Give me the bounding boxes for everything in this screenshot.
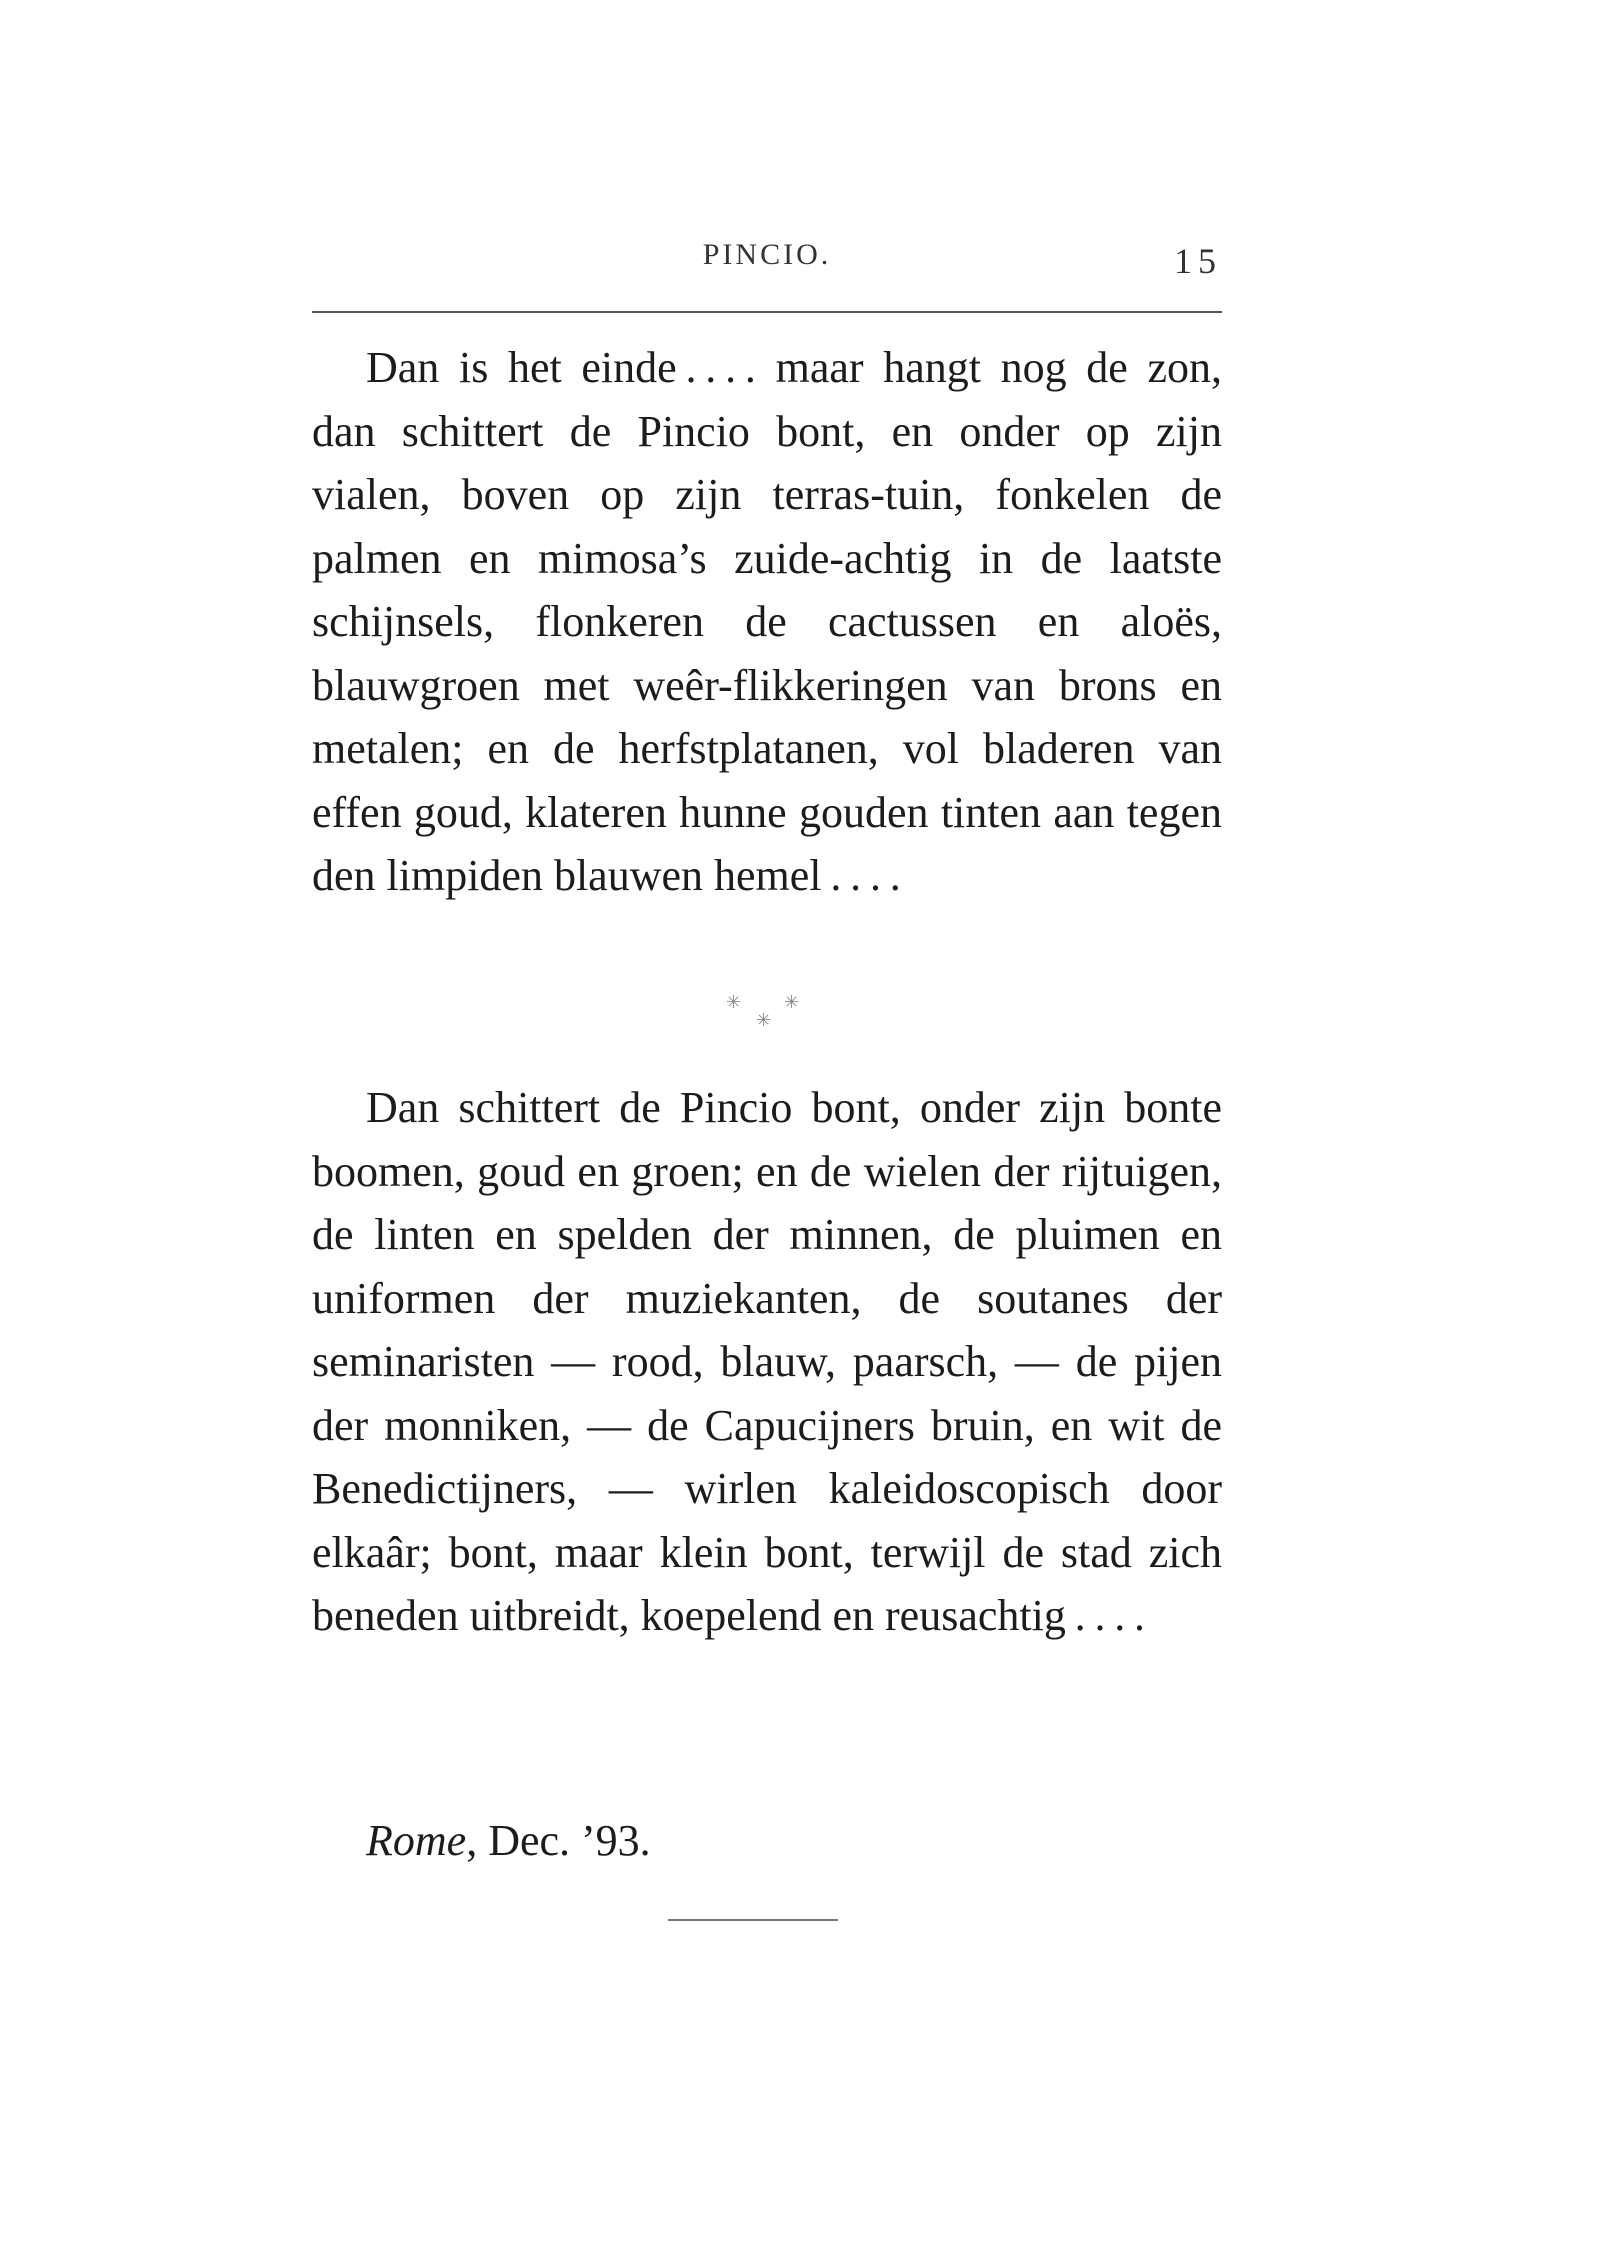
paragraph-1-text: Dan is het einde . . . . maar hangt nog de zon, dan schittert de Pincio bont, en onder op zijn vialen, boven op zijn terras-tuin, fonkelen de palmen en mimosa’s zuide-achtig in de laatste schijnsels, flonkeren de cactussen en aloës, blauwgroen met weêr-flikkeringen van brons en metalen; en de herfstplatanen, vol bladeren van effen goud, klateren hunne gouden tinten aan tegen den limpiden blauwen hemel . . . .	[312, 343, 1222, 900]
signoff-date: , Dec. ’93.	[466, 1816, 651, 1865]
paragraph-2-text: Dan schittert de Pincio bont, onder zijn bonte boomen, goud en groen; en de wielen der rijtuigen, de linten en spelden der minnen, de pluimen en uniformen der muziekanten, de soutanes der seminaristen — rood, blauw, paarsch, — de pijen der monniken, — de Capucijners bruin, en wit de Benedictijners, — wirlen kaleidoscopisch door elkaâr; bont, maar klein bont, terwijl de stad zich beneden uitbreidt, koepelend en reusachtig . . . .	[312, 1083, 1222, 1640]
header-rule	[312, 311, 1222, 313]
asterisk-icon: ✳	[784, 992, 800, 1013]
paragraph-2	[312, 1076, 1222, 1648]
end-rule	[668, 1919, 838, 1921]
signoff-place: Rome	[366, 1816, 467, 1865]
running-title: PINCIO.	[702, 238, 832, 271]
section-break-asterism	[712, 992, 822, 1042]
paragraph-1	[312, 336, 1222, 908]
asterisk-icon: ✳	[726, 992, 742, 1013]
page-number: 15	[1174, 241, 1222, 281]
signoff	[366, 1815, 651, 1866]
running-head	[312, 238, 1222, 281]
asterisk-icon: ✳	[756, 1010, 772, 1031]
